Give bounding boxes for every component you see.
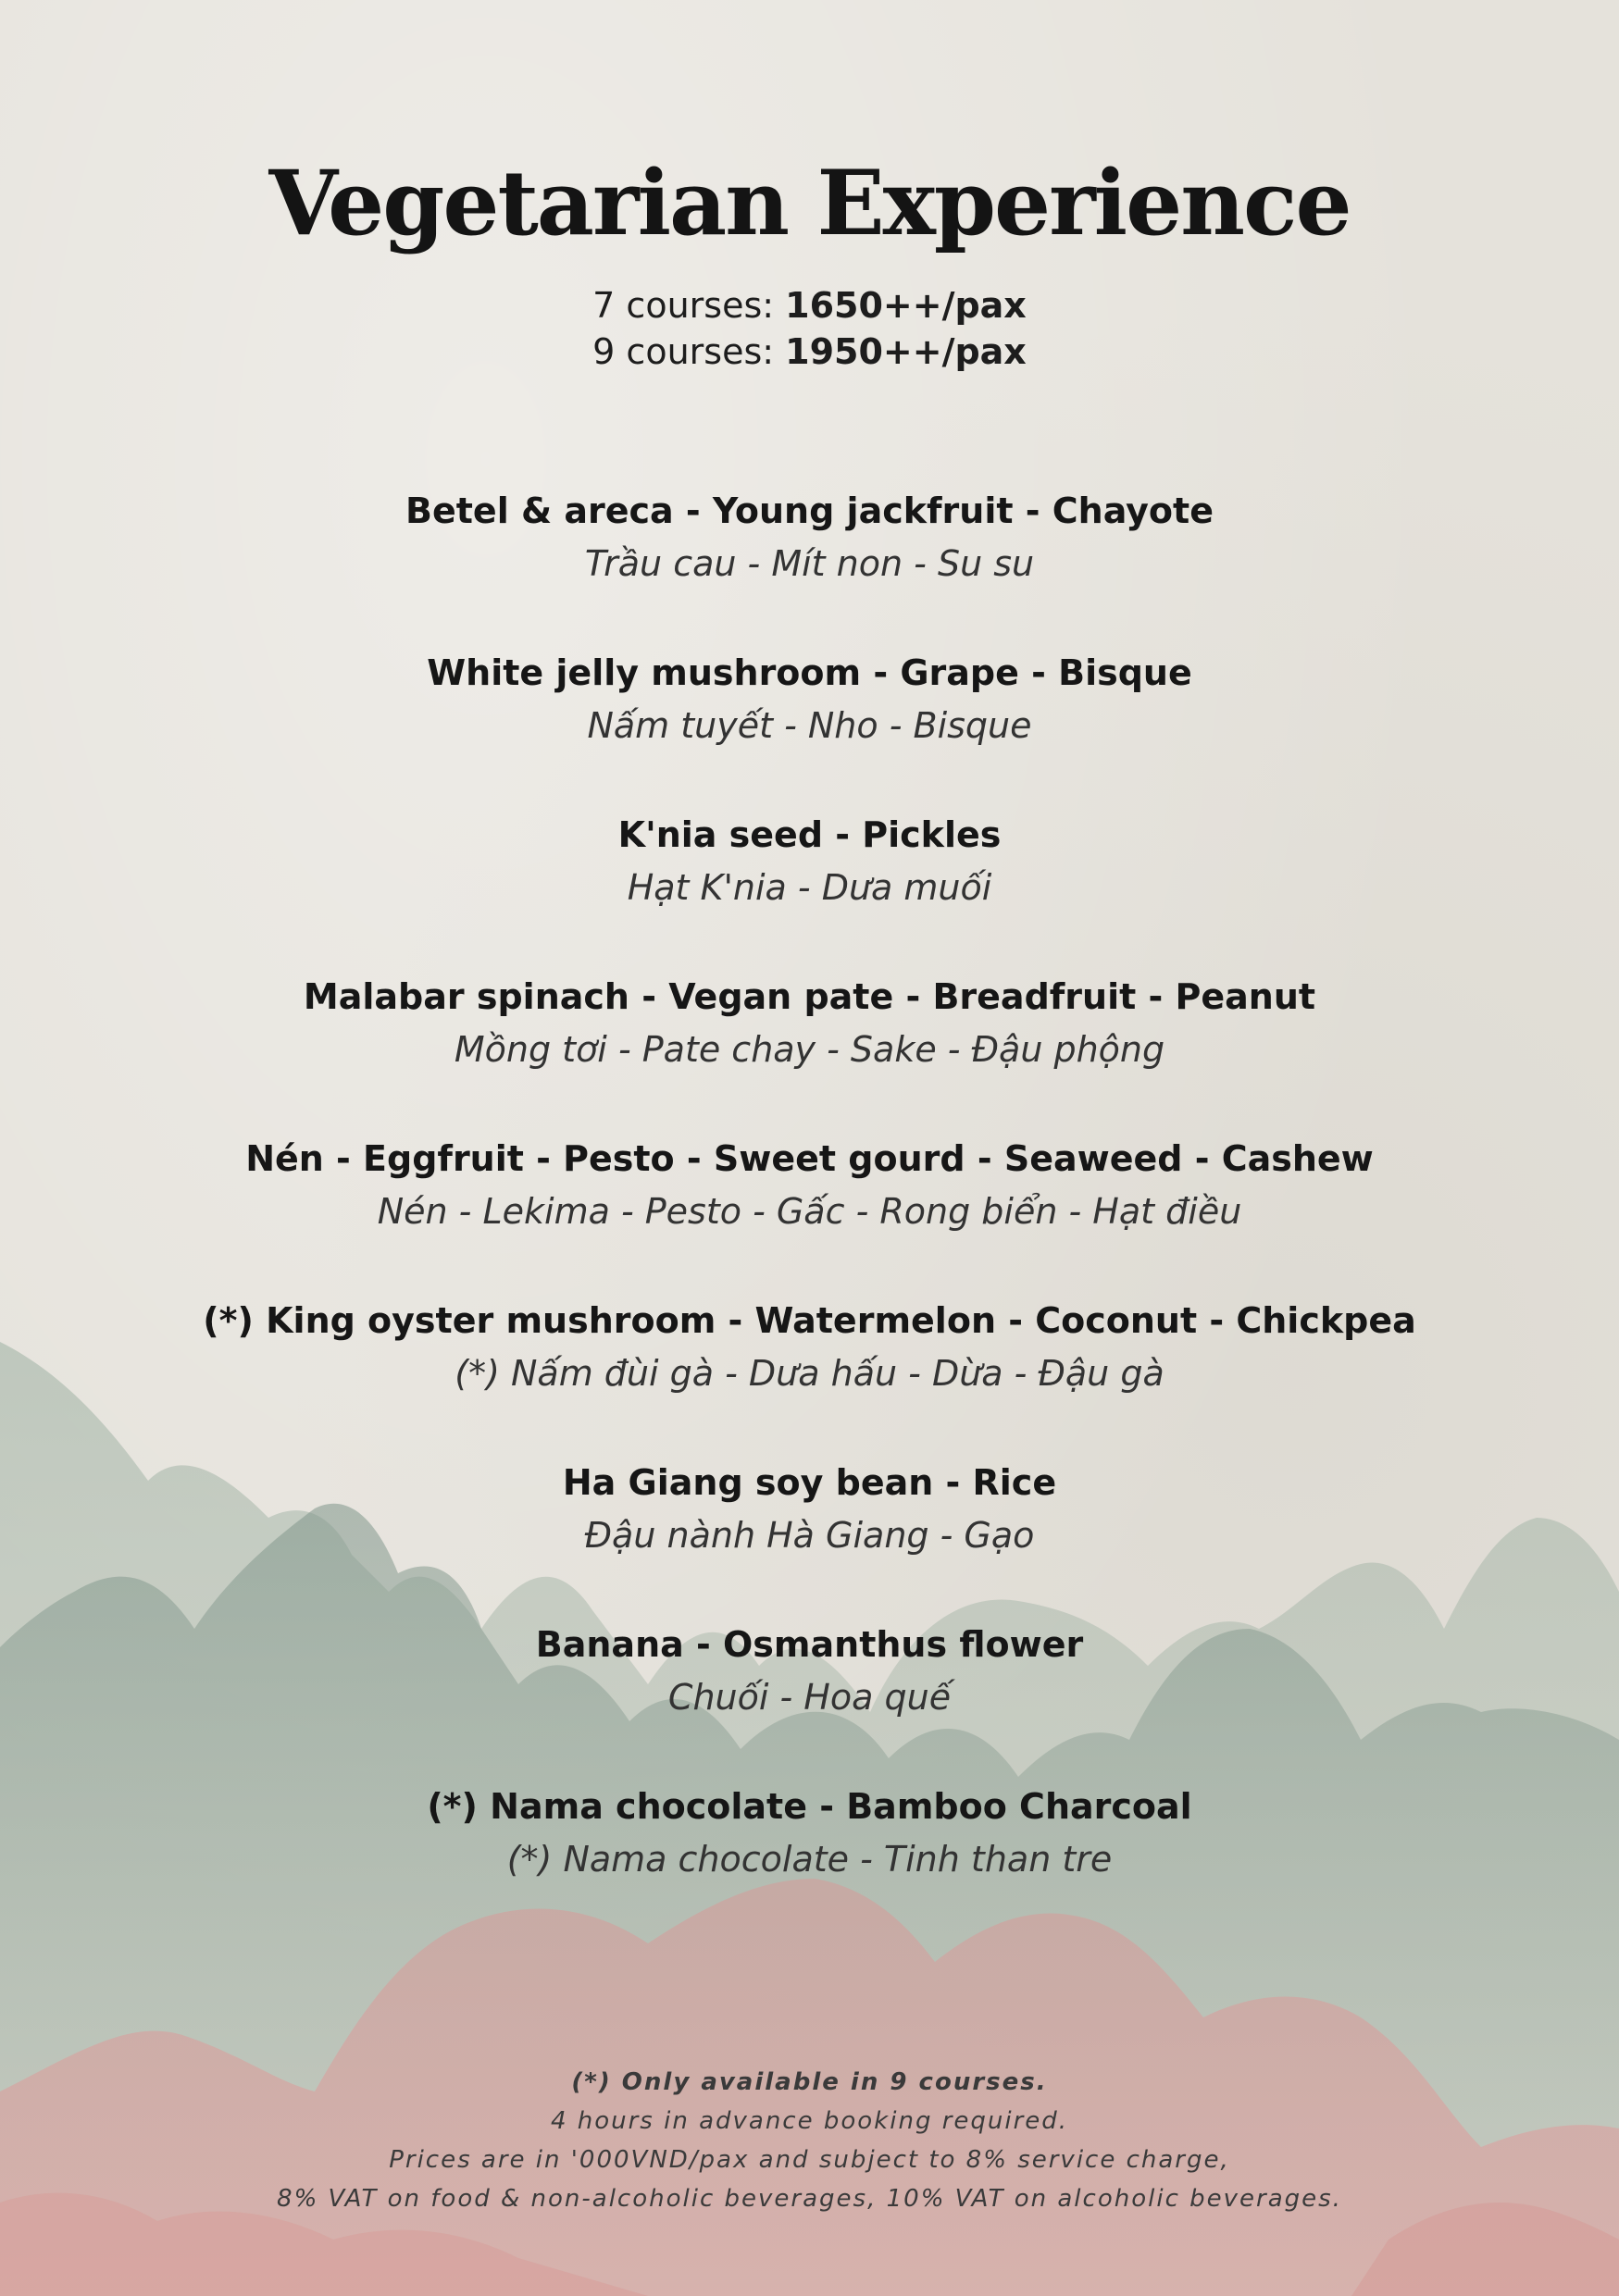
course-3-english: K'nia seed - Pickles (617, 814, 1002, 855)
course-4-vietnamese: Mồng tơi - Pate chay - Sake - Đậu phộng (454, 1029, 1165, 1070)
price-label: 7 courses: (592, 285, 786, 326)
course-3-vietnamese: Hạt K'nia - Dưa muối (627, 867, 992, 908)
course-7-english: Ha Giang soy bean - Rice (562, 1462, 1057, 1503)
course-9-english: (*) Nama chocolate - Bamboo Charcoal (427, 1786, 1192, 1827)
course-7-vietnamese: Đậu nành Hà Giang - Gạo (584, 1515, 1035, 1556)
price-7-courses (0, 282, 1619, 329)
price-value: 1650++/pax (785, 285, 1027, 326)
course-6-vietnamese: (*) Nấm đùi gà - Dưa hấu - Dừa - Đậu gà (455, 1353, 1164, 1394)
course-4-english: Malabar spinach - Vegan pate - Breadfruit - Peanut (303, 976, 1316, 1017)
footnote-booking: 4 hours in advance booking required. (550, 2107, 1069, 2135)
price-label: 9 courses: (592, 331, 786, 372)
course-2-english: White jelly mushroom - Grape - Bisque (427, 652, 1192, 693)
course-8-vietnamese: Chuối - Hoa quế (667, 1677, 952, 1718)
menu-title: Vegetarian Experience (268, 151, 1351, 255)
course-1-vietnamese: Trầu cau - Mít non - Su su (584, 543, 1035, 584)
price-9-courses (0, 329, 1619, 375)
course-5-english: Nén - Eggfruit - Pesto - Sweet gourd - Seaweed - Cashew (245, 1138, 1374, 1179)
course-8-english: Banana - Osmanthus flower (535, 1624, 1084, 1665)
course-5-vietnamese: Nén - Lekima - Pesto - Gấc - Rong biển - Hạt điều (377, 1191, 1242, 1232)
course-2-vietnamese: Nấm tuyết - Nho - Bisque (587, 705, 1032, 746)
course-1-english: Betel & areca - Young jackfruit - Chayote (405, 490, 1214, 531)
course-6-english: (*) King oyster mushroom - Watermelon - Coconut - Chickpea (203, 1300, 1416, 1341)
course-9-vietnamese: (*) Nama chocolate - Tinh than tre (506, 1839, 1113, 1880)
footnote-availability: (*) Only available in 9 courses. (571, 2068, 1048, 2096)
price-value: 1950++/pax (785, 331, 1027, 372)
footnote-vat: 8% VAT on food & non-alcoholic beverages, 10% VAT on alcoholic beverages. (277, 2185, 1342, 2213)
footnote-prices: Prices are in '000VND/pax and subject to 8% service charge, (389, 2146, 1230, 2174)
